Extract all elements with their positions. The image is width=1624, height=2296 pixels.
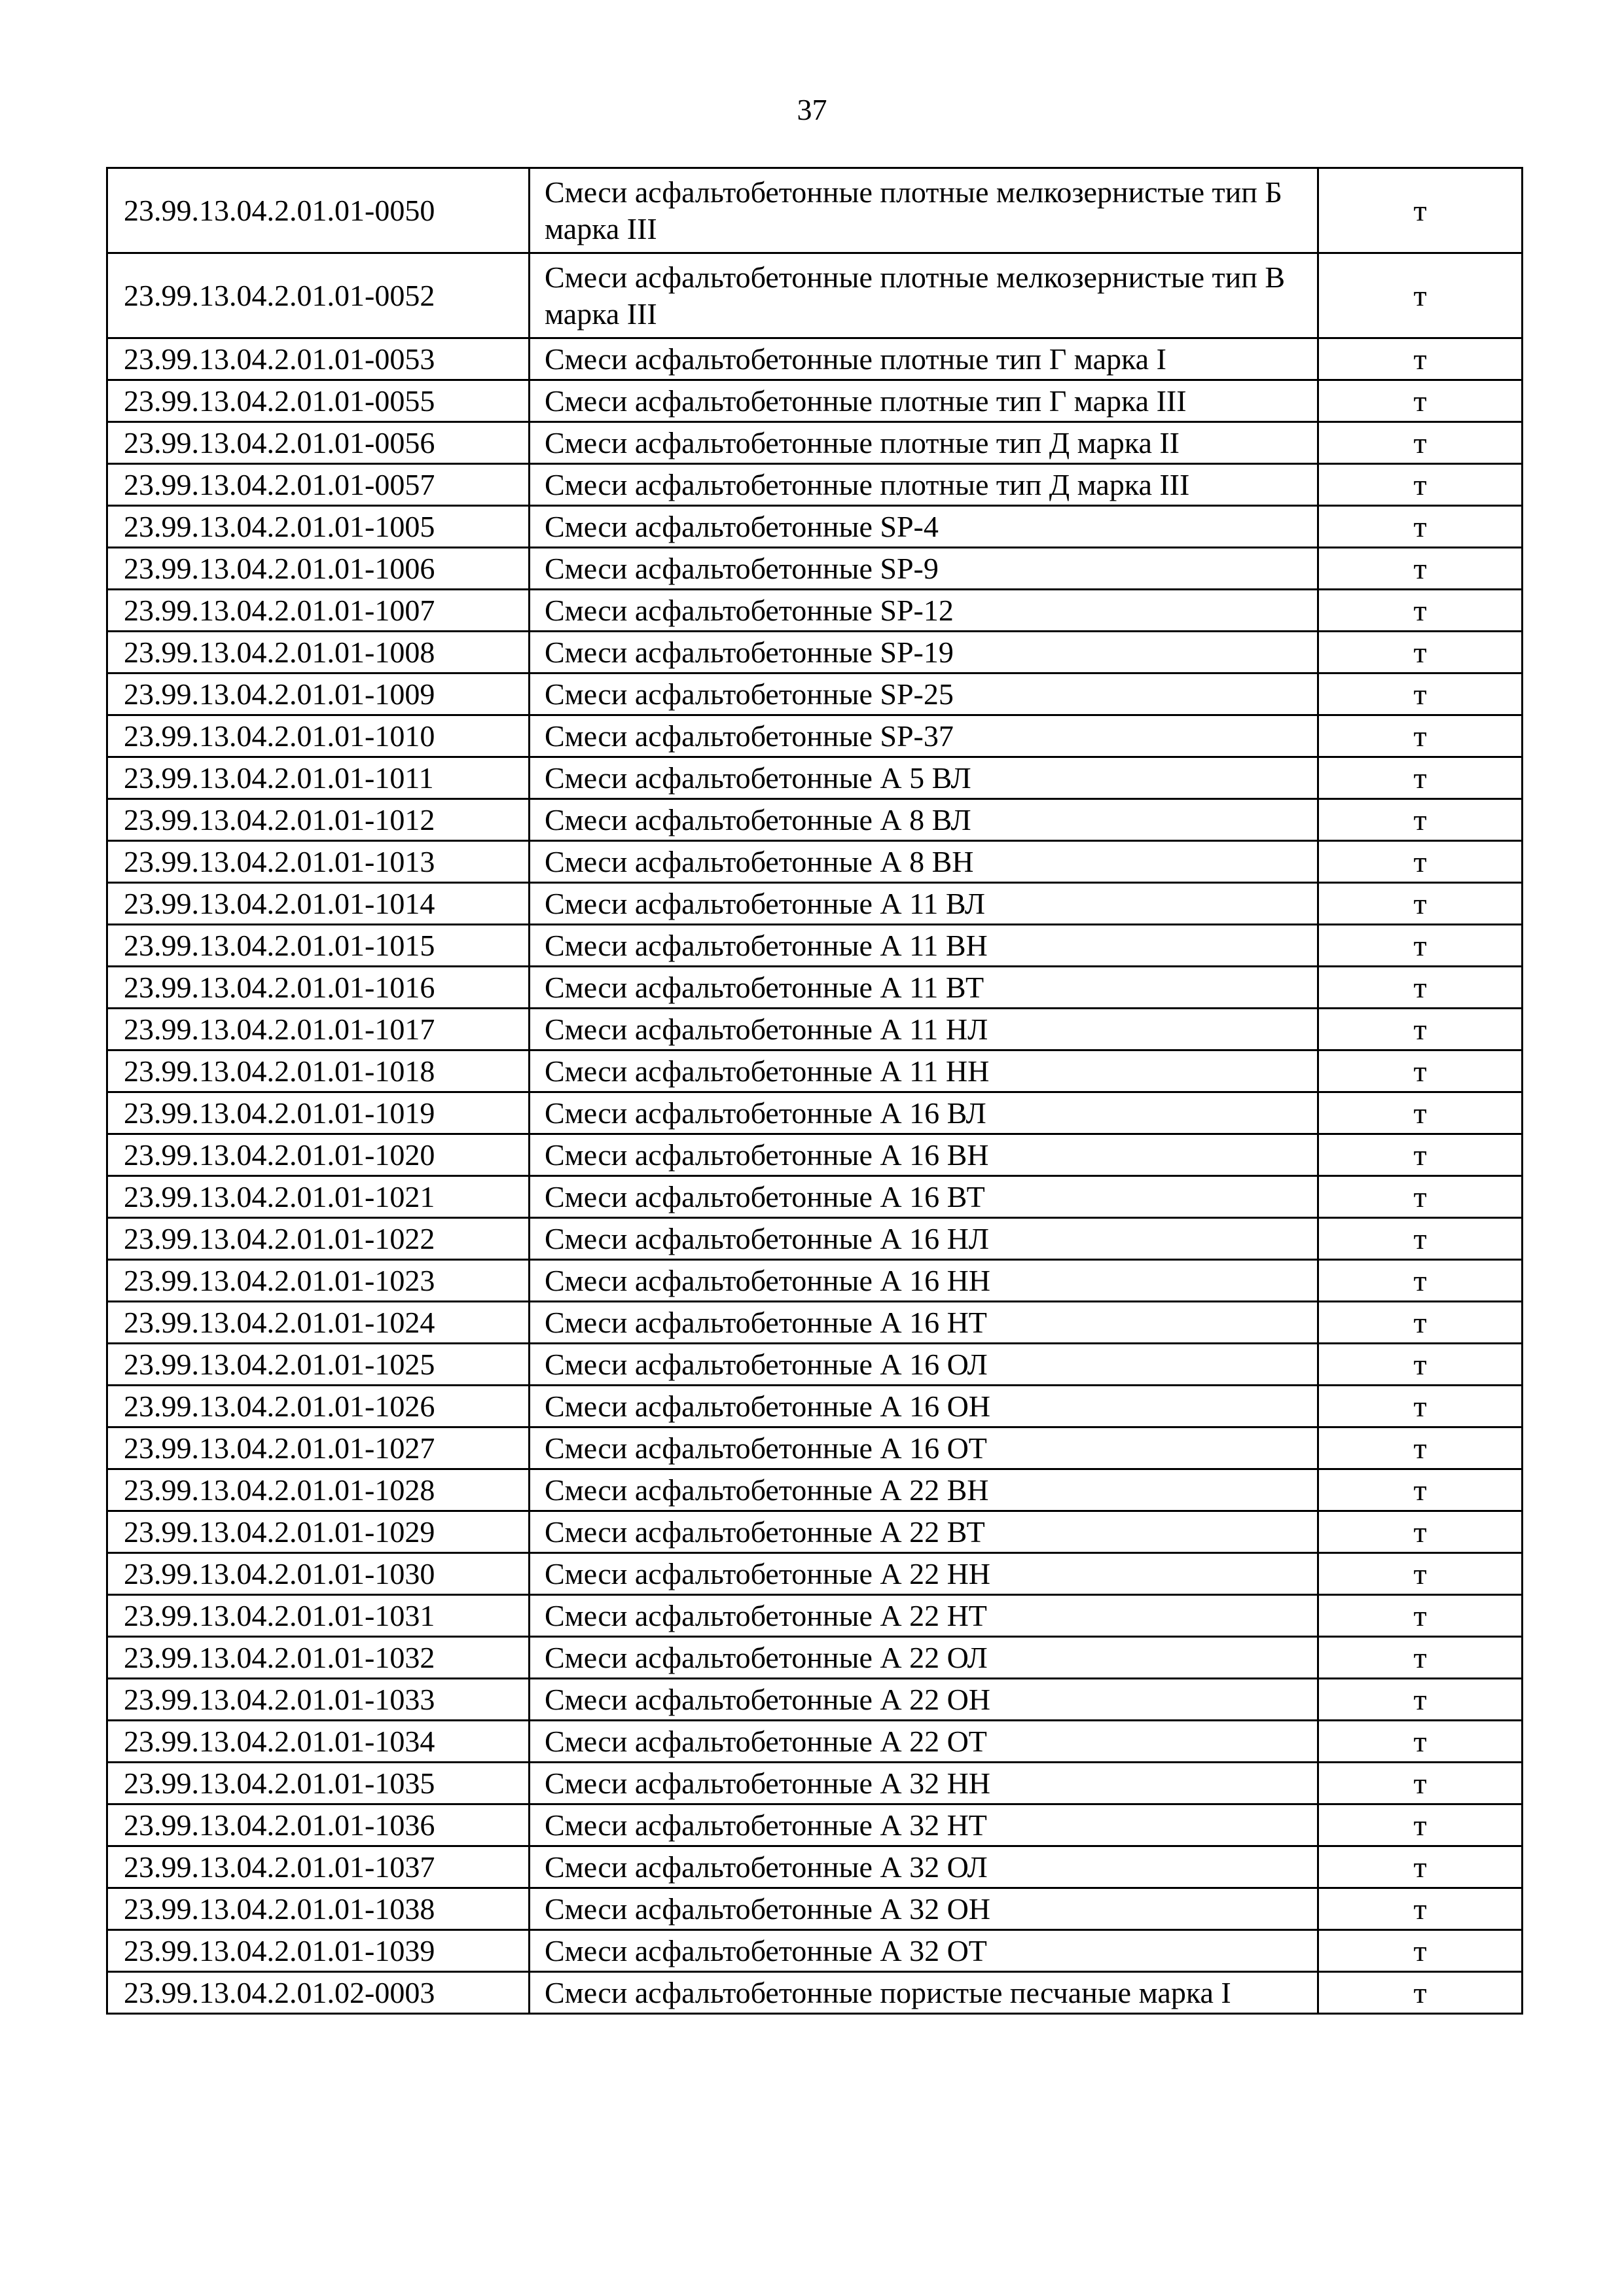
- materials-table: [106, 167, 1523, 2015]
- page-number: 37: [797, 93, 827, 126]
- resource-name-cell: Смеси асфальтобетонные А 22 ВТ: [530, 1511, 1318, 1553]
- table-row: [107, 464, 1523, 506]
- unit-cell: т: [1318, 1721, 1523, 1763]
- resource-name-cell: Смеси асфальтобетонные SP-4: [530, 506, 1318, 548]
- resource-code-cell: 23.99.13.04.2.01.01-1007: [107, 590, 530, 632]
- table-row: [107, 1050, 1523, 1092]
- unit-cell: т: [1318, 1176, 1523, 1218]
- resource-code-cell: 23.99.13.04.2.01.01-1031: [107, 1595, 530, 1637]
- unit-cell: т: [1318, 1427, 1523, 1469]
- resource-code-cell: 23.99.13.04.2.01.01-1026: [107, 1386, 530, 1427]
- resource-code-cell: 23.99.13.04.2.01.01-1023: [107, 1260, 530, 1302]
- unit-cell: т: [1318, 715, 1523, 757]
- table-row: [107, 422, 1523, 464]
- resource-name-cell: Смеси асфальтобетонные А 16 ВЛ: [530, 1092, 1318, 1134]
- resource-code-cell: 23.99.13.04.2.01.01-1019: [107, 1092, 530, 1134]
- table-row: [107, 1763, 1523, 1804]
- unit-cell: т: [1318, 422, 1523, 464]
- resource-code-cell: 23.99.13.04.2.01.01-1024: [107, 1302, 530, 1344]
- resource-name-cell: Смеси асфальтобетонные плотные тип Д марка II: [530, 422, 1318, 464]
- table-row: [107, 632, 1523, 673]
- resource-name-cell: Смеси асфальтобетонные А 5 ВЛ: [530, 757, 1318, 799]
- resource-code-cell: 23.99.13.04.2.01.01-0057: [107, 464, 530, 506]
- unit-cell: т: [1318, 1972, 1523, 2014]
- resource-name-cell: Смеси асфальтобетонные А 22 ОТ: [530, 1721, 1318, 1763]
- resource-code-cell: 23.99.13.04.2.01.02-0003: [107, 1972, 530, 2014]
- unit-cell: т: [1318, 1763, 1523, 1804]
- resource-name-cell: Смеси асфальтобетонные А 16 ВН: [530, 1134, 1318, 1176]
- resource-name-cell: Смеси асфальтобетонные А 11 ВЛ: [530, 883, 1318, 925]
- table-row: [107, 548, 1523, 590]
- materials-table-container: [106, 167, 1521, 2015]
- unit-cell: т: [1318, 1930, 1523, 1972]
- table-row: [107, 1302, 1523, 1344]
- resource-code-cell: 23.99.13.04.2.01.01-1009: [107, 673, 530, 715]
- resource-code-cell: 23.99.13.04.2.01.01-1039: [107, 1930, 530, 1972]
- resource-name-cell: Смеси асфальтобетонные А 32 НН: [530, 1763, 1318, 1804]
- table-row: [107, 1804, 1523, 1846]
- resource-name-cell: Смеси асфальтобетонные плотные тип Г марка III: [530, 380, 1318, 422]
- resource-code-cell: 23.99.13.04.2.01.01-1013: [107, 841, 530, 883]
- unit-cell: т: [1318, 1553, 1523, 1595]
- resource-name-cell: Смеси асфальтобетонные А 16 ОТ: [530, 1427, 1318, 1469]
- resource-name-cell: Смеси асфальтобетонные А 16 НТ: [530, 1302, 1318, 1344]
- unit-cell: т: [1318, 673, 1523, 715]
- resource-name-cell: Смеси асфальтобетонные SP-25: [530, 673, 1318, 715]
- unit-cell: т: [1318, 841, 1523, 883]
- resource-name-cell: Смеси асфальтобетонные А 11 НЛ: [530, 1009, 1318, 1050]
- resource-name-cell: Смеси асфальтобетонные А 11 ВТ: [530, 967, 1318, 1009]
- resource-name-cell: Смеси асфальтобетонные А 32 ОТ: [530, 1930, 1318, 1972]
- table-body: [107, 168, 1523, 2014]
- resource-code-cell: 23.99.13.04.2.01.01-1005: [107, 506, 530, 548]
- table-row: [107, 1553, 1523, 1595]
- table-row: [107, 757, 1523, 799]
- table-row: [107, 338, 1523, 380]
- resource-code-cell: 23.99.13.04.2.01.01-1008: [107, 632, 530, 673]
- unit-cell: т: [1318, 1050, 1523, 1092]
- unit-cell: т: [1318, 1009, 1523, 1050]
- resource-code-cell: 23.99.13.04.2.01.01-0052: [107, 253, 530, 338]
- table-row: [107, 1972, 1523, 2014]
- resource-name-cell: Смеси асфальтобетонные плотные мелкозернистые тип Б марка III: [530, 168, 1318, 253]
- table-row: [107, 590, 1523, 632]
- resource-code-cell: 23.99.13.04.2.01.01-1015: [107, 925, 530, 967]
- unit-cell: т: [1318, 548, 1523, 590]
- resource-code-cell: 23.99.13.04.2.01.01-1025: [107, 1344, 530, 1386]
- resource-name-cell: Смеси асфальтобетонные А 22 НТ: [530, 1595, 1318, 1637]
- resource-code-cell: 23.99.13.04.2.01.01-1028: [107, 1469, 530, 1511]
- table-row: [107, 1009, 1523, 1050]
- resource-code-cell: 23.99.13.04.2.01.01-0056: [107, 422, 530, 464]
- resource-code-cell: 23.99.13.04.2.01.01-1020: [107, 1134, 530, 1176]
- table-row: [107, 1721, 1523, 1763]
- resource-code-cell: 23.99.13.04.2.01.01-1012: [107, 799, 530, 841]
- table-row: [107, 673, 1523, 715]
- table-row: [107, 253, 1523, 338]
- resource-code-cell: 23.99.13.04.2.01.01-1036: [107, 1804, 530, 1846]
- resource-name-cell: Смеси асфальтобетонные SP-19: [530, 632, 1318, 673]
- table-row: [107, 380, 1523, 422]
- resource-name-cell: Смеси асфальтобетонные А 11 ВН: [530, 925, 1318, 967]
- unit-cell: т: [1318, 1595, 1523, 1637]
- unit-cell: т: [1318, 1469, 1523, 1511]
- unit-cell: т: [1318, 632, 1523, 673]
- table-row: [107, 799, 1523, 841]
- resource-code-cell: 23.99.13.04.2.01.01-1014: [107, 883, 530, 925]
- resource-code-cell: 23.99.13.04.2.01.01-1010: [107, 715, 530, 757]
- resource-name-cell: Смеси асфальтобетонные А 22 ВН: [530, 1469, 1318, 1511]
- resource-code-cell: 23.99.13.04.2.01.01-1037: [107, 1846, 530, 1888]
- unit-cell: т: [1318, 253, 1523, 338]
- resource-name-cell: Смеси асфальтобетонные SP-37: [530, 715, 1318, 757]
- table-row: [107, 1888, 1523, 1930]
- table-row: [107, 1595, 1523, 1637]
- table-row: [107, 1637, 1523, 1679]
- unit-cell: т: [1318, 1260, 1523, 1302]
- resource-name-cell: Смеси асфальтобетонные А 22 НН: [530, 1553, 1318, 1595]
- unit-cell: т: [1318, 590, 1523, 632]
- resource-name-cell: Смеси асфальтобетонные А 32 ОН: [530, 1888, 1318, 1930]
- unit-cell: т: [1318, 1302, 1523, 1344]
- table-row: [107, 1511, 1523, 1553]
- unit-cell: т: [1318, 1134, 1523, 1176]
- resource-name-cell: Смеси асфальтобетонные А 16 ОН: [530, 1386, 1318, 1427]
- table-row: [107, 1218, 1523, 1260]
- resource-code-cell: 23.99.13.04.2.01.01-1033: [107, 1679, 530, 1721]
- resource-code-cell: 23.99.13.04.2.01.01-1038: [107, 1888, 530, 1930]
- table-row: [107, 1386, 1523, 1427]
- unit-cell: т: [1318, 799, 1523, 841]
- unit-cell: т: [1318, 380, 1523, 422]
- unit-cell: т: [1318, 168, 1523, 253]
- resource-name-cell: Смеси асфальтобетонные SP-12: [530, 590, 1318, 632]
- unit-cell: т: [1318, 1888, 1523, 1930]
- table-row: [107, 168, 1523, 253]
- resource-name-cell: Смеси асфальтобетонные А 22 ОЛ: [530, 1637, 1318, 1679]
- resource-name-cell: Смеси асфальтобетонные А 32 НТ: [530, 1804, 1318, 1846]
- resource-code-cell: 23.99.13.04.2.01.01-1027: [107, 1427, 530, 1469]
- resource-name-cell: Смеси асфальтобетонные А 22 ОН: [530, 1679, 1318, 1721]
- table-row: [107, 1679, 1523, 1721]
- unit-cell: т: [1318, 883, 1523, 925]
- resource-code-cell: 23.99.13.04.2.01.01-1021: [107, 1176, 530, 1218]
- resource-code-cell: 23.99.13.04.2.01.01-1034: [107, 1721, 530, 1763]
- resource-code-cell: 23.99.13.04.2.01.01-1018: [107, 1050, 530, 1092]
- resource-code-cell: 23.99.13.04.2.01.01-0050: [107, 168, 530, 253]
- resource-code-cell: 23.99.13.04.2.01.01-1029: [107, 1511, 530, 1553]
- resource-code-cell: 23.99.13.04.2.01.01-1011: [107, 757, 530, 799]
- unit-cell: т: [1318, 1637, 1523, 1679]
- unit-cell: т: [1318, 757, 1523, 799]
- resource-name-cell: Смеси асфальтобетонные А 11 НН: [530, 1050, 1318, 1092]
- table-row: [107, 967, 1523, 1009]
- unit-cell: т: [1318, 1092, 1523, 1134]
- resource-name-cell: Смеси асфальтобетонные пористые песчаные марка I: [530, 1972, 1318, 2014]
- resource-name-cell: Смеси асфальтобетонные А 8 ВЛ: [530, 799, 1318, 841]
- resource-name-cell: Смеси асфальтобетонные плотные тип Д марка III: [530, 464, 1318, 506]
- table-row: [107, 1344, 1523, 1386]
- resource-code-cell: 23.99.13.04.2.01.01-1035: [107, 1763, 530, 1804]
- unit-cell: т: [1318, 967, 1523, 1009]
- table-row: [107, 883, 1523, 925]
- table-row: [107, 1260, 1523, 1302]
- unit-cell: т: [1318, 1386, 1523, 1427]
- resource-code-cell: 23.99.13.04.2.01.01-1022: [107, 1218, 530, 1260]
- resource-code-cell: 23.99.13.04.2.01.01-0053: [107, 338, 530, 380]
- unit-cell: т: [1318, 1344, 1523, 1386]
- resource-name-cell: Смеси асфальтобетонные А 16 НН: [530, 1260, 1318, 1302]
- table-row: [107, 1930, 1523, 1972]
- unit-cell: т: [1318, 925, 1523, 967]
- resource-name-cell: Смеси асфальтобетонные А 16 ВТ: [530, 1176, 1318, 1218]
- resource-code-cell: 23.99.13.04.2.01.01-1006: [107, 548, 530, 590]
- resource-name-cell: Смеси асфальтобетонные А 8 ВН: [530, 841, 1318, 883]
- resource-code-cell: 23.99.13.04.2.01.01-0055: [107, 380, 530, 422]
- unit-cell: т: [1318, 1218, 1523, 1260]
- resource-code-cell: 23.99.13.04.2.01.01-1032: [107, 1637, 530, 1679]
- unit-cell: т: [1318, 1846, 1523, 1888]
- resource-name-cell: Смеси асфальтобетонные SP-9: [530, 548, 1318, 590]
- resource-code-cell: 23.99.13.04.2.01.01-1030: [107, 1553, 530, 1595]
- resource-name-cell: Смеси асфальтобетонные А 16 ОЛ: [530, 1344, 1318, 1386]
- table-row: [107, 1092, 1523, 1134]
- table-row: [107, 925, 1523, 967]
- unit-cell: т: [1318, 506, 1523, 548]
- resource-code-cell: 23.99.13.04.2.01.01-1016: [107, 967, 530, 1009]
- unit-cell: т: [1318, 1511, 1523, 1553]
- unit-cell: т: [1318, 464, 1523, 506]
- resource-name-cell: Смеси асфальтобетонные плотные мелкозернистые тип В марка III: [530, 253, 1318, 338]
- table-row: [107, 1176, 1523, 1218]
- resource-name-cell: Смеси асфальтобетонные А 16 НЛ: [530, 1218, 1318, 1260]
- resource-name-cell: Смеси асфальтобетонные А 32 ОЛ: [530, 1846, 1318, 1888]
- unit-cell: т: [1318, 1679, 1523, 1721]
- unit-cell: т: [1318, 338, 1523, 380]
- table-row: [107, 715, 1523, 757]
- table-row: [107, 506, 1523, 548]
- table-row: [107, 1846, 1523, 1888]
- table-row: [107, 1427, 1523, 1469]
- resource-code-cell: 23.99.13.04.2.01.01-1017: [107, 1009, 530, 1050]
- table-row: [107, 841, 1523, 883]
- resource-name-cell: Смеси асфальтобетонные плотные тип Г марка I: [530, 338, 1318, 380]
- unit-cell: т: [1318, 1804, 1523, 1846]
- table-row: [107, 1469, 1523, 1511]
- table-row: [107, 1134, 1523, 1176]
